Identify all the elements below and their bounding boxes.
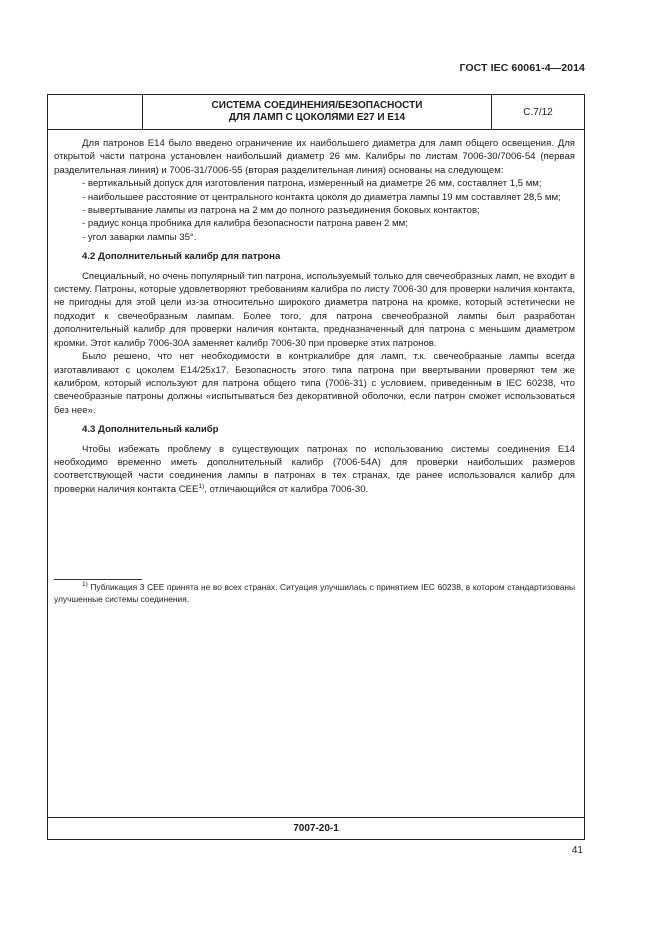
sheet-number: 7007-20-1 bbox=[48, 817, 584, 839]
sheet-content bbox=[54, 137, 575, 496]
list-item: - угол заварки лампы 35°. bbox=[82, 231, 197, 243]
list-item: - наибольшее расстояние от центрального контакта цоколя до диаметра лампы 19 мм составляет 28,5 мм; bbox=[82, 191, 561, 203]
sheet-label: С.7/12 bbox=[523, 106, 553, 118]
list-item: - радиус конца пробника для калибра безопасности патрона равен 2 мм; bbox=[82, 218, 408, 230]
footnote-mark: 1) bbox=[82, 581, 88, 588]
header-blank-cell bbox=[48, 95, 143, 129]
section-4-3-paragraph bbox=[54, 443, 575, 497]
intro-paragraph: Для патронов Е14 было введено ограничение их наибольшего диаметра для ламп общего освещения. Для открытой части патрона установлен наибольший диаметр 26 мм. Калибры по листам 7006-30/7006-54 (первая разделительная линия) и 7006-31/7006-55 (вторая разделительная линия) основаны на следующем: bbox=[54, 138, 575, 176]
section-4-3-heading: 4.3 Дополнительный калибр bbox=[82, 424, 219, 436]
section-4-2-paragraph-1: Специальный, но очень популярный тип патрона, используемый только для свечеобразных ламп, не входит в систему. Патроны, которые удовлетворяют требованиям калибра по листу 7006-30 для проверки наличия контакта, не пригодны для этой цели из-за относительно широкого диаметра патрона на кромке, который эстетически не подходит к свечеобразным лампам. Более того, для патрона свечеобразной лампы был разработан дополнительный калибр для проверки наличия контакта, предназначенный для патрона с меньшим диаметром кромки. Этот калибр 7006-30А заменяет калибр 7006-30 при проверке этих патронов. bbox=[54, 270, 575, 349]
sheet-title-line1: СИСТЕМА СОЕДИНЕНИЯ/БЕЗОПАСНОСТИ bbox=[211, 100, 423, 111]
list-item: - вертикальный допуск для изготовления патрона, измеренный на диаметре 26 мм, составляет 1,5 мм; bbox=[82, 178, 542, 190]
sheet-frame bbox=[47, 94, 585, 840]
section-4-3-text-b: , отличающийся от калибра 7006-30. bbox=[204, 483, 369, 495]
sheet-title-line2: ДЛЯ ЛАМП С ЦОКОЛЯМИ Е27 И Е14 bbox=[228, 112, 406, 123]
section-4-2-paragraph-2: Было решено, что нет необходимости в контркалибре для ламп, т.к. свечеобразные лампы всегда изготавливают с цоколем Е14/25х17. Безопасность этого типа патрона при ввертывании проверяют тем же калибром, который используют для патрона общего типа (7006-31) с условием, приведенным в IEC 60238, что свечеобразные патроны должны «испытываться без декоративной оболочки, если патрон сможет использоваться без нее». bbox=[54, 351, 575, 416]
sheet-header bbox=[48, 95, 584, 130]
section-4-2-heading: 4.2 Дополнительный калибр для патрона bbox=[82, 251, 281, 263]
list-item: - вывертывание лампы из патрона на 2 мм до полного разъединения боковых контактов; bbox=[82, 205, 480, 217]
footnote-text: Публикация 3 СЕЕ принята не во всех странах. Ситуация улучшилась с принятием IEC 60238, в котором стандартизованы улучшенные системы соединения. bbox=[54, 582, 575, 604]
footnote-ref: 1) bbox=[198, 482, 205, 490]
footnote-divider bbox=[54, 579, 142, 580]
standard-code: ГОСТ IEC 60061-4—2014 bbox=[459, 62, 585, 74]
page-number: 41 bbox=[571, 845, 583, 856]
sheet-title bbox=[143, 95, 492, 129]
footnote bbox=[54, 582, 575, 605]
section-4-3-text-a: Чтобы избежать проблему в существующих патронах по использованию системы соединения Е14 необходимо временно иметь дополнительный калибр (7006-54А) для проверки наибольших размеров соответствующей части соединения лампы в патронах в тех странах, где ранее использовался калибр для проверки наличия контакта СЕЕ bbox=[54, 443, 575, 495]
